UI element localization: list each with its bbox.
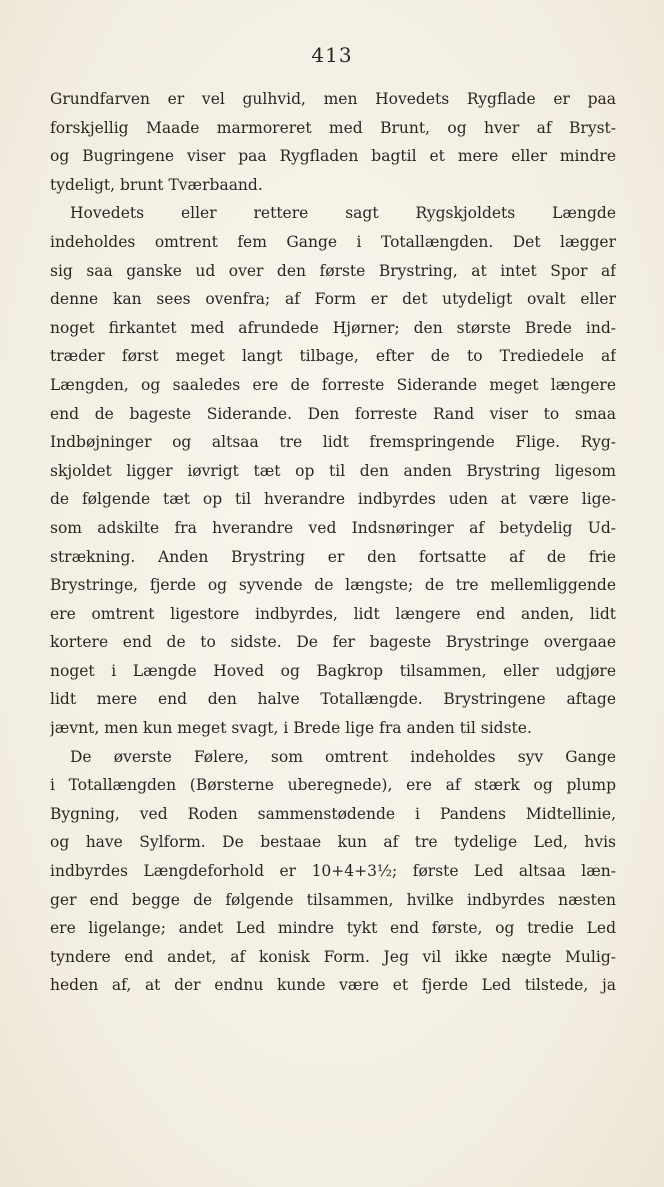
text-line: noget firkantet med afrundede Hjørner; den største Brede ind- <box>50 318 616 337</box>
text-line: Indbøjninger og altsaa tre lidt fremspringende Flige. Ryg- <box>50 433 616 452</box>
text-line: De øverste Følere, som omtrent indeholdes syv Gange <box>70 747 616 766</box>
text-line: heden af, at der endnu kunde være et fjerde Led tilstede, ja <box>50 976 616 995</box>
text-line: Hovedets eller rettere sagt Rygskjoldets Længde <box>70 204 616 223</box>
text-line: end de bageste Siderande. Den forreste Rand viser to smaa <box>50 404 616 423</box>
text-line: i Totallængden (Børsterne uberegnede), ere af stærk og plump <box>50 776 616 795</box>
text-line: jævnt, men kun meget svagt, i Brede lige fra anden til sidste. <box>50 719 532 738</box>
text-line: indbyrdes Længdeforhold er 10+4+3½; første Led altsaa læn- <box>50 862 616 881</box>
text-line: sig saa ganske ud over den første Brystring, at intet Spor af <box>50 261 616 280</box>
text-line: træder først meget langt tilbage, efter de to Trediedele af <box>50 347 616 366</box>
text-line: denne kan sees ovenfra; af Form er det utydeligt ovalt eller <box>50 290 616 309</box>
text-line: de følgende tæt op til hverandre indbyrdes uden at være lige- <box>50 490 616 509</box>
text-line: som adskilte fra hverandre ved Indsnøringer af betydelig Ud- <box>50 518 616 537</box>
page-number: 413 <box>311 43 353 67</box>
text-line: forskjellig Maade marmoreret med Brunt, og hver af Bryst- <box>50 118 616 137</box>
text-line: kortere end de to sidste. De fer bageste Brystringe overgaae <box>50 633 616 652</box>
text-line: Brystringe, fjerde og syvende de længste; de tre mellemliggende <box>50 576 616 595</box>
text-line: skjoldet ligger iøvrigt tæt op til den anden Brystring ligesom <box>50 461 616 480</box>
text-line: strækning. Anden Brystring er den fortsatte af de frie <box>50 547 616 566</box>
text-line: tyndere end andet, af konisk Form. Jeg vil ikke nægte Mulig- <box>50 947 616 966</box>
text-line: lidt mere end den halve Totallængde. Brystringene aftage <box>50 690 616 709</box>
text-line: og Bugringene viser paa Rygfladen bagtil et mere eller mindre <box>50 147 616 166</box>
text-line: Bygning, ved Roden sammenstødende i Pandens Midtellinie, <box>50 804 616 823</box>
text-line: noget i Længde Hoved og Bagkrop tilsammen, eller udgjøre <box>50 661 616 680</box>
text-line: tydeligt, brunt Tværbaand. <box>50 175 263 194</box>
text-line: og have Sylform. De bestaae kun af tre tydelige Led, hvis <box>50 833 616 852</box>
text-line: Længden, og saaledes ere de forreste Siderande meget længere <box>50 375 616 394</box>
text-line: ere ligelange; andet Led mindre tykt end første, og tredie Led <box>50 919 616 938</box>
text-line: ger end begge de følgende tilsammen, hvilke indbyrdes næsten <box>50 890 616 909</box>
body-text <box>50 85 616 1000</box>
text-line: ere omtrent ligestore indbyrdes, lidt længere end anden, lidt <box>50 604 616 623</box>
text-line: Grundfarven er vel gulhvid, men Hovedets Rygflade er paa <box>50 90 616 108</box>
text-line: indeholdes omtrent fem Gange i Totallængden. Det lægger <box>50 232 616 251</box>
